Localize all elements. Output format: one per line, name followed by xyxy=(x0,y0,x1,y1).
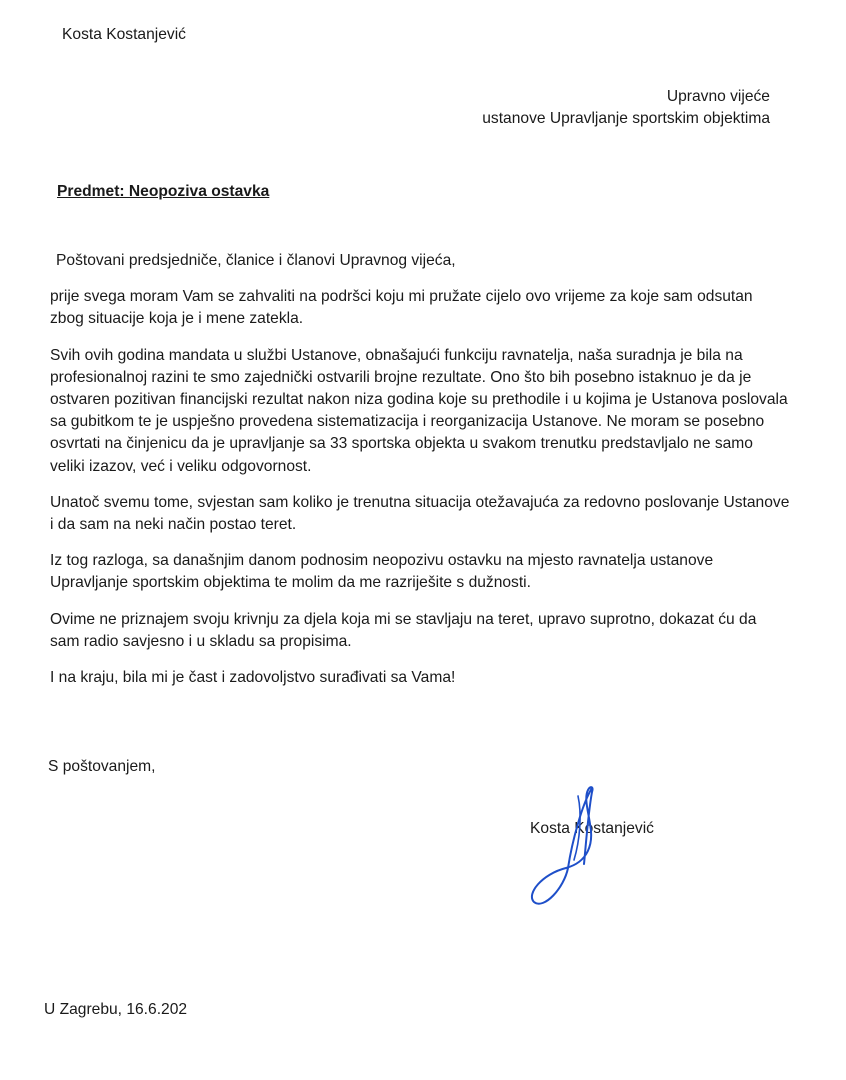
body-paragraph: I na kraju, bila mi je čast i zadovoljstvo surađivati sa Vama! xyxy=(50,669,456,687)
salutation: Poštovani predsjedniče, članice i članovi Upravnog vijeća, xyxy=(56,252,456,269)
handwritten-signature-icon xyxy=(528,784,708,914)
body-paragraph: Ovime ne priznajem svoju krivnju za djela koja mi se stavljaju na teret, upravo suprotno, dokazat ću da sam radio savjesno i u skladu sa propisima. xyxy=(50,610,757,650)
signature-block xyxy=(528,784,708,914)
closing: S poštovanjem, xyxy=(48,758,156,775)
body-paragraph: Unatoč svemu tome, svjestan sam koliko je trenutna situacija otežavajuća za redovno poslovanje Ustanove i da sam na neki način postao teret. xyxy=(50,493,790,534)
recipient-line: ustanove Upravljanje sportskim objektima xyxy=(482,110,770,127)
letter-body xyxy=(50,250,790,703)
body-paragraph: Iz tog razloga, sa današnjim danom podnosim neopozivu ostavku na mjesto ravnatelja ustanove Upravljanje sportskim objektima te molim da me razriješite s dužnosti. xyxy=(50,552,714,592)
sender-name: Kosta Kostanjević xyxy=(62,26,186,43)
signature-name: Kosta Kostanjević xyxy=(530,820,654,837)
subject-line: Predmet: Neopoziva ostavka xyxy=(57,183,270,200)
recipient-line: Upravno vijeće xyxy=(666,88,770,105)
body-paragraph: prije svega moram Vam se zahvaliti na podršci koju mi pružate cijelo ovo vrijeme za koje sam odsutan zbog situacije koja je i mene zatekla. xyxy=(50,288,753,328)
place-date: U Zagrebu, 16.6.202 xyxy=(44,1001,188,1018)
recipient-address xyxy=(482,86,770,130)
body-paragraph: Svih ovih godina mandata u službi Ustanove, obnašajući funkciju ravnatelja, naša suradnja je bila na profesionalnoj razini te smo zajednički ostvarili brojne rezultate. Ono što bih posebno istaknuo je da je ostvaren pozitivan financijski rezultat nakon niza godina koje su prethodile i u kojima je Ustanova poslovala sa gubitkom te je uspješno provedena sistematizacija i reorganizacija Ustanove. Ne moram se posebno osvrtati na činjenicu da je upravljanje sa 33 sportska objekta u svakom trenutku predstavljalo ne samo veliki izazov, već i veliku odgovornost. xyxy=(50,346,788,475)
